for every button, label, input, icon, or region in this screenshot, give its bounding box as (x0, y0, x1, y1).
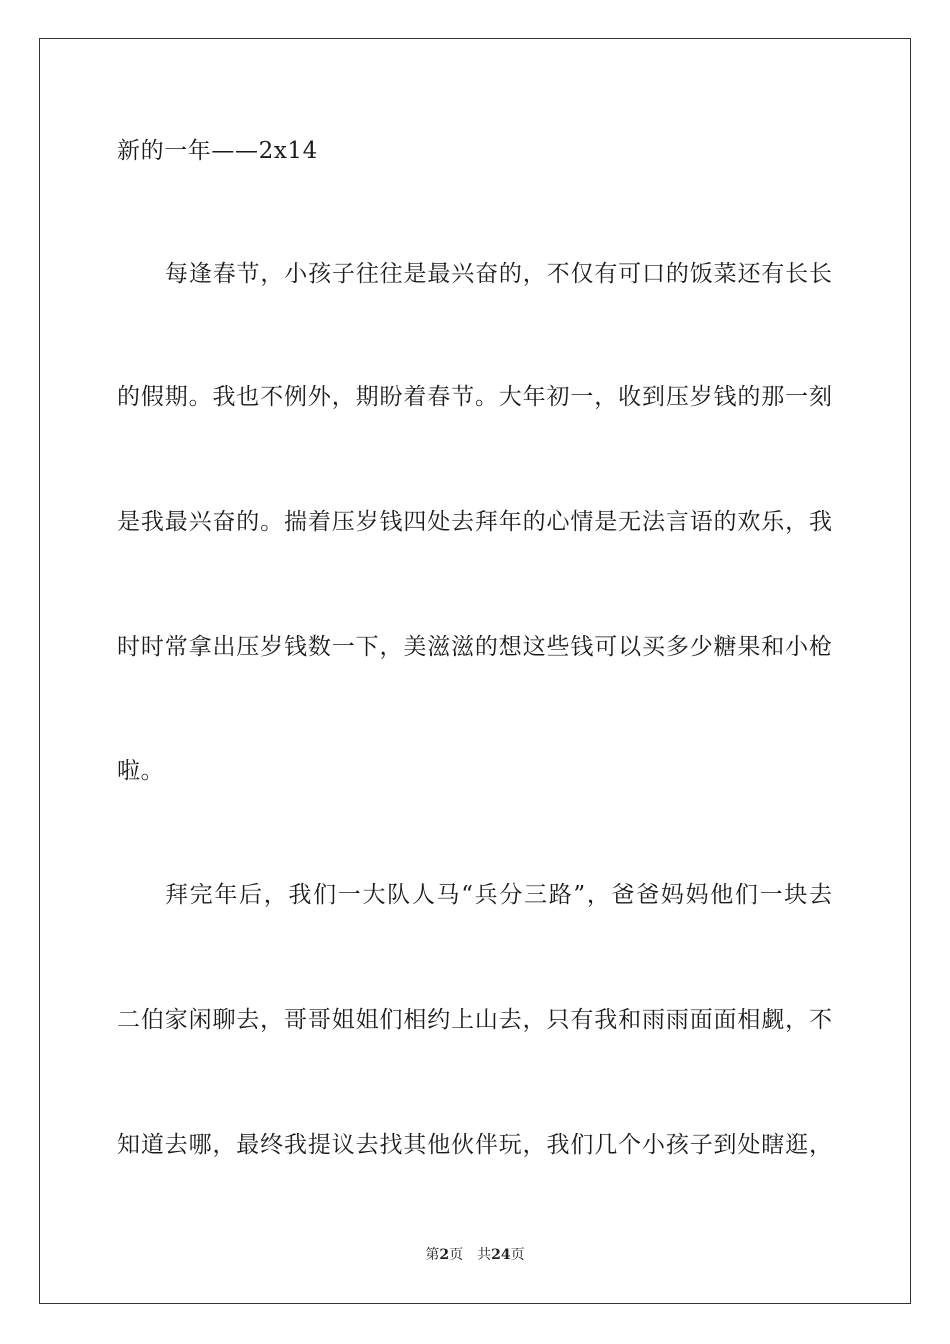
paragraph-line: 拜完年后，我们一大队人马“兵分三路”，爸爸妈妈他们一块去 (165, 882, 832, 908)
paragraph-line: 是我最兴奋的。揣着压岁钱四处去拜年的心情是无法言语的欢乐，我 (117, 509, 832, 535)
page-footer (0, 1246, 950, 1264)
page-number: 2 (439, 1247, 450, 1263)
paragraph-line: 的假期。我也不例外，期盼着春节。大年初一，收到压岁钱的那一刻 (117, 384, 832, 410)
total-suffix: 页 (510, 1247, 525, 1263)
paragraph-line: 每逢春节，小孩子往往是最兴奋的，不仅有可口的饭菜还有长长 (165, 261, 832, 287)
paragraph-line: 二伯家闲聊去，哥哥姐姐们相约上山去，只有我和雨雨面面相觑，不 (117, 1007, 832, 1033)
document-title: 新的一年——2x14 (117, 138, 318, 164)
page-border (39, 38, 911, 1304)
total-pages: 24 (491, 1247, 511, 1263)
paragraph-line: 时时常拿出压岁钱数一下，美滋滋的想这些钱可以买多少糖果和小枪 (117, 634, 832, 660)
paragraph-line: 知道去哪，最终我提议去找其他伙伴玩，我们几个小孩子到处瞎逛， (117, 1132, 832, 1158)
page-suffix: 页 (449, 1247, 464, 1263)
total-prefix: 共 (477, 1247, 492, 1263)
page-prefix: 第 (425, 1247, 440, 1263)
paragraph-line: 啦。 (117, 758, 165, 784)
